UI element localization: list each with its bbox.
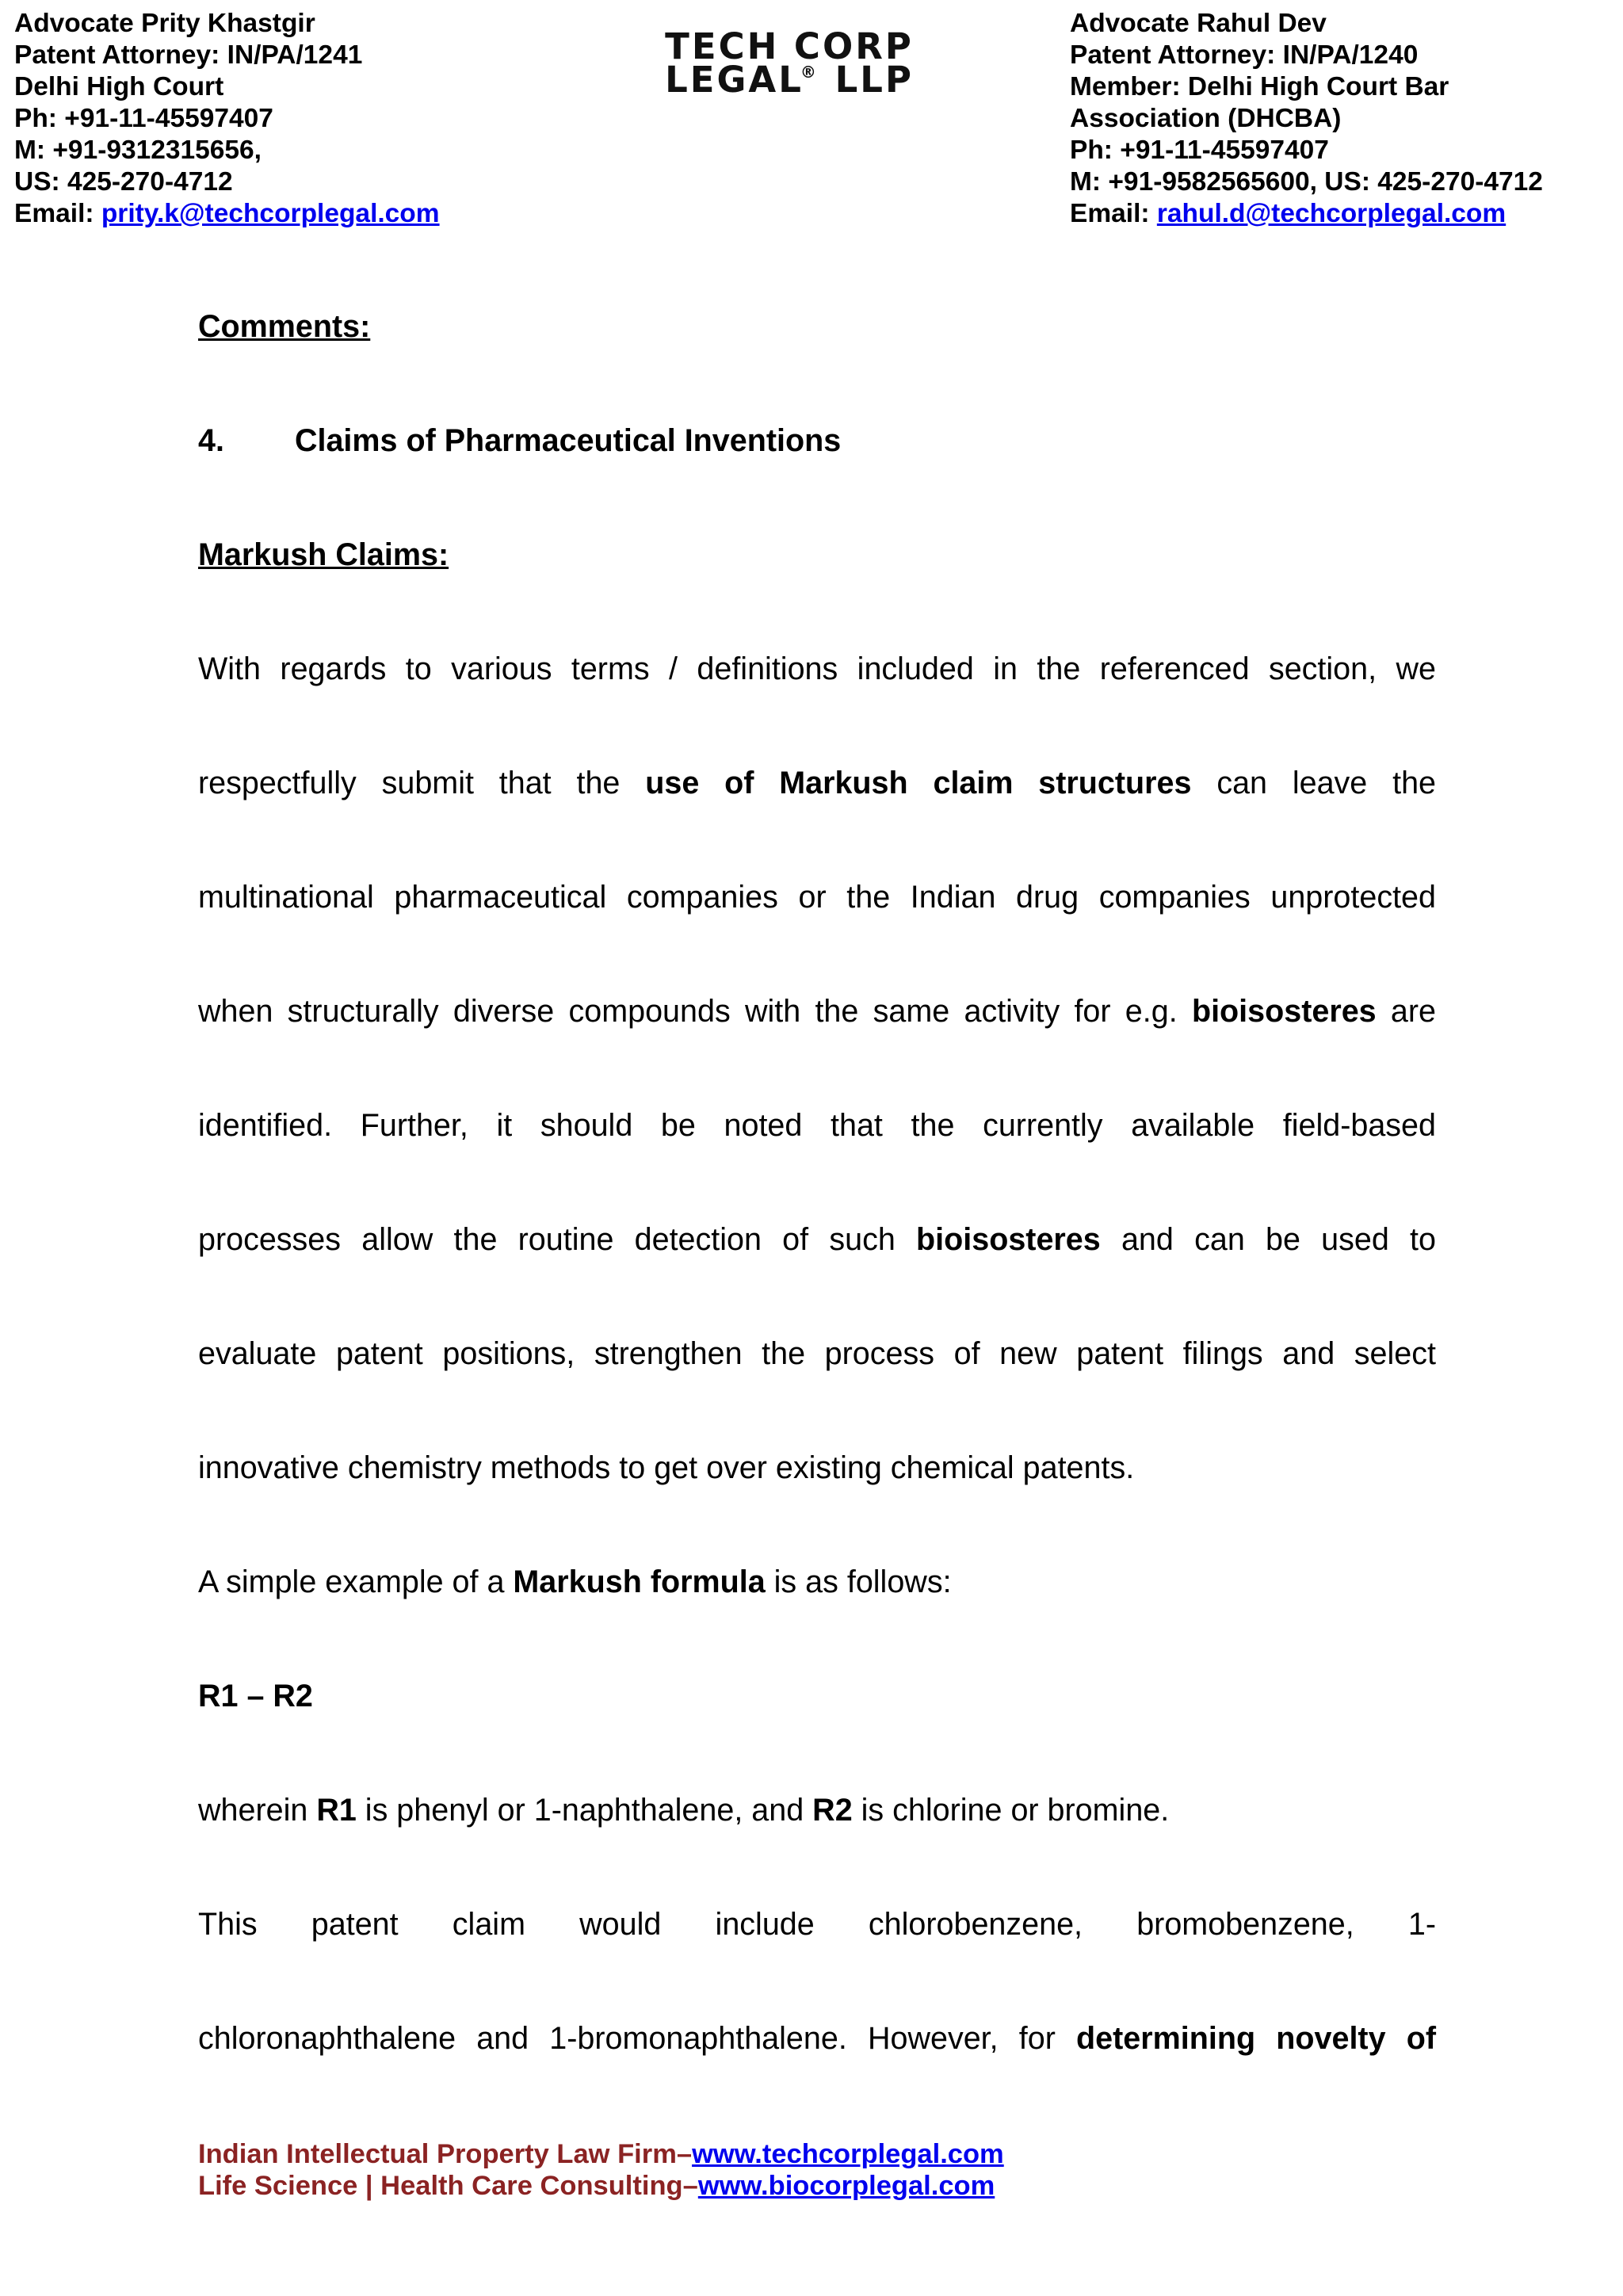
us-phone: US: 425-270-4712 bbox=[14, 167, 233, 197]
markush-formula: R1 – R2 bbox=[198, 1679, 313, 1713]
email-row bbox=[14, 198, 440, 230]
footer-line-1: Indian Intellectual Property Law Firm–www.techcorplegal.com bbox=[198, 2139, 1004, 2169]
paragraph-line: respectfully submit that the use of Markush claim structures can leave the bbox=[198, 766, 1437, 800]
attorney-name: Advocate Prity Khastgir bbox=[14, 9, 315, 38]
paragraph-line: innovative chemistry methods to get over existing chemical patents. bbox=[198, 1450, 1135, 1485]
logo-line-2: LEGAL® LLP bbox=[665, 59, 914, 101]
section-title: Claims of Pharmaceutical Inventions bbox=[294, 423, 842, 458]
mobile: M: +91-9582565600, US: 425-270-4712 bbox=[1070, 167, 1543, 197]
paragraph-line: This patent claim would include chlorobenzene, bromobenzene, 1- bbox=[198, 1907, 1436, 1942]
phone: Ph: +91-11-45597407 bbox=[1070, 136, 1329, 165]
attorney-name: Advocate Rahul Dev bbox=[1070, 9, 1327, 38]
email-label: Email: bbox=[14, 199, 101, 228]
attorney-right-block bbox=[1070, 8, 1543, 230]
paragraph-line: when structurally diverse compounds with the same activity for e.g. bioisosteres are bbox=[198, 994, 1436, 1029]
page-footer bbox=[198, 2138, 1004, 2202]
court: Delhi High Court bbox=[14, 72, 224, 101]
paragraph-line: evaluate patent positions, strengthen the process of new patent filings and select bbox=[198, 1336, 1436, 1371]
comments-heading: Comments: bbox=[198, 309, 371, 344]
footer-line-2: Life Science | Health Care Consulting–www.biocorplegal.com bbox=[198, 2171, 995, 2201]
logo-line-1: TECH CORP bbox=[665, 25, 914, 67]
paragraph-line: A simple example of a Markush formula is as follows: bbox=[198, 1564, 952, 1599]
attorney-left-block bbox=[14, 8, 440, 230]
company-logo bbox=[655, 25, 924, 103]
section-number: 4. bbox=[198, 423, 224, 458]
email-row bbox=[1070, 198, 1543, 230]
email-link[interactable]: rahul.d@techcorplegal.com bbox=[1156, 199, 1507, 228]
paragraph-line: wherein R1 is phenyl or 1-naphthalene, and R2 is chlorine or bromine. bbox=[198, 1793, 1170, 1828]
patent-number: Patent Attorney: IN/PA/1240 bbox=[1070, 40, 1419, 70]
patent-number: Patent Attorney: IN/PA/1241 bbox=[14, 40, 363, 70]
paragraph-line: processes allow the routine detection of such bioisosteres and can be used to bbox=[198, 1222, 1436, 1257]
membership: Member: Delhi High Court Bar bbox=[1070, 72, 1449, 101]
phone: Ph: +91-11-45597407 bbox=[14, 104, 273, 133]
paragraph-line: chloronaphthalene and 1-bromonaphthalene. However, for determining novelty of bbox=[198, 2021, 1436, 2056]
markush-heading: Markush Claims: bbox=[198, 537, 449, 572]
paragraph-line: With regards to various terms / definitions included in the referenced section, we bbox=[198, 651, 1436, 686]
footer-link-biocorp[interactable]: www.biocorplegal.com bbox=[697, 2171, 995, 2201]
paragraph-line: identified. Further, it should be noted that the currently available field-based bbox=[198, 1108, 1436, 1143]
registered-mark: ® bbox=[800, 63, 819, 82]
footer-link-techcorp[interactable]: www.techcorplegal.com bbox=[692, 2139, 1004, 2169]
email-label: Email: bbox=[1070, 199, 1157, 228]
paragraph-line: multinational pharmaceutical companies or the Indian drug companies unprotected bbox=[198, 880, 1436, 915]
email-link[interactable]: prity.k@techcorplegal.com bbox=[101, 199, 440, 228]
association: Association (DHCBA) bbox=[1070, 104, 1342, 133]
mobile: M: +91-9312315656, bbox=[14, 136, 262, 165]
section-heading bbox=[198, 422, 1436, 460]
